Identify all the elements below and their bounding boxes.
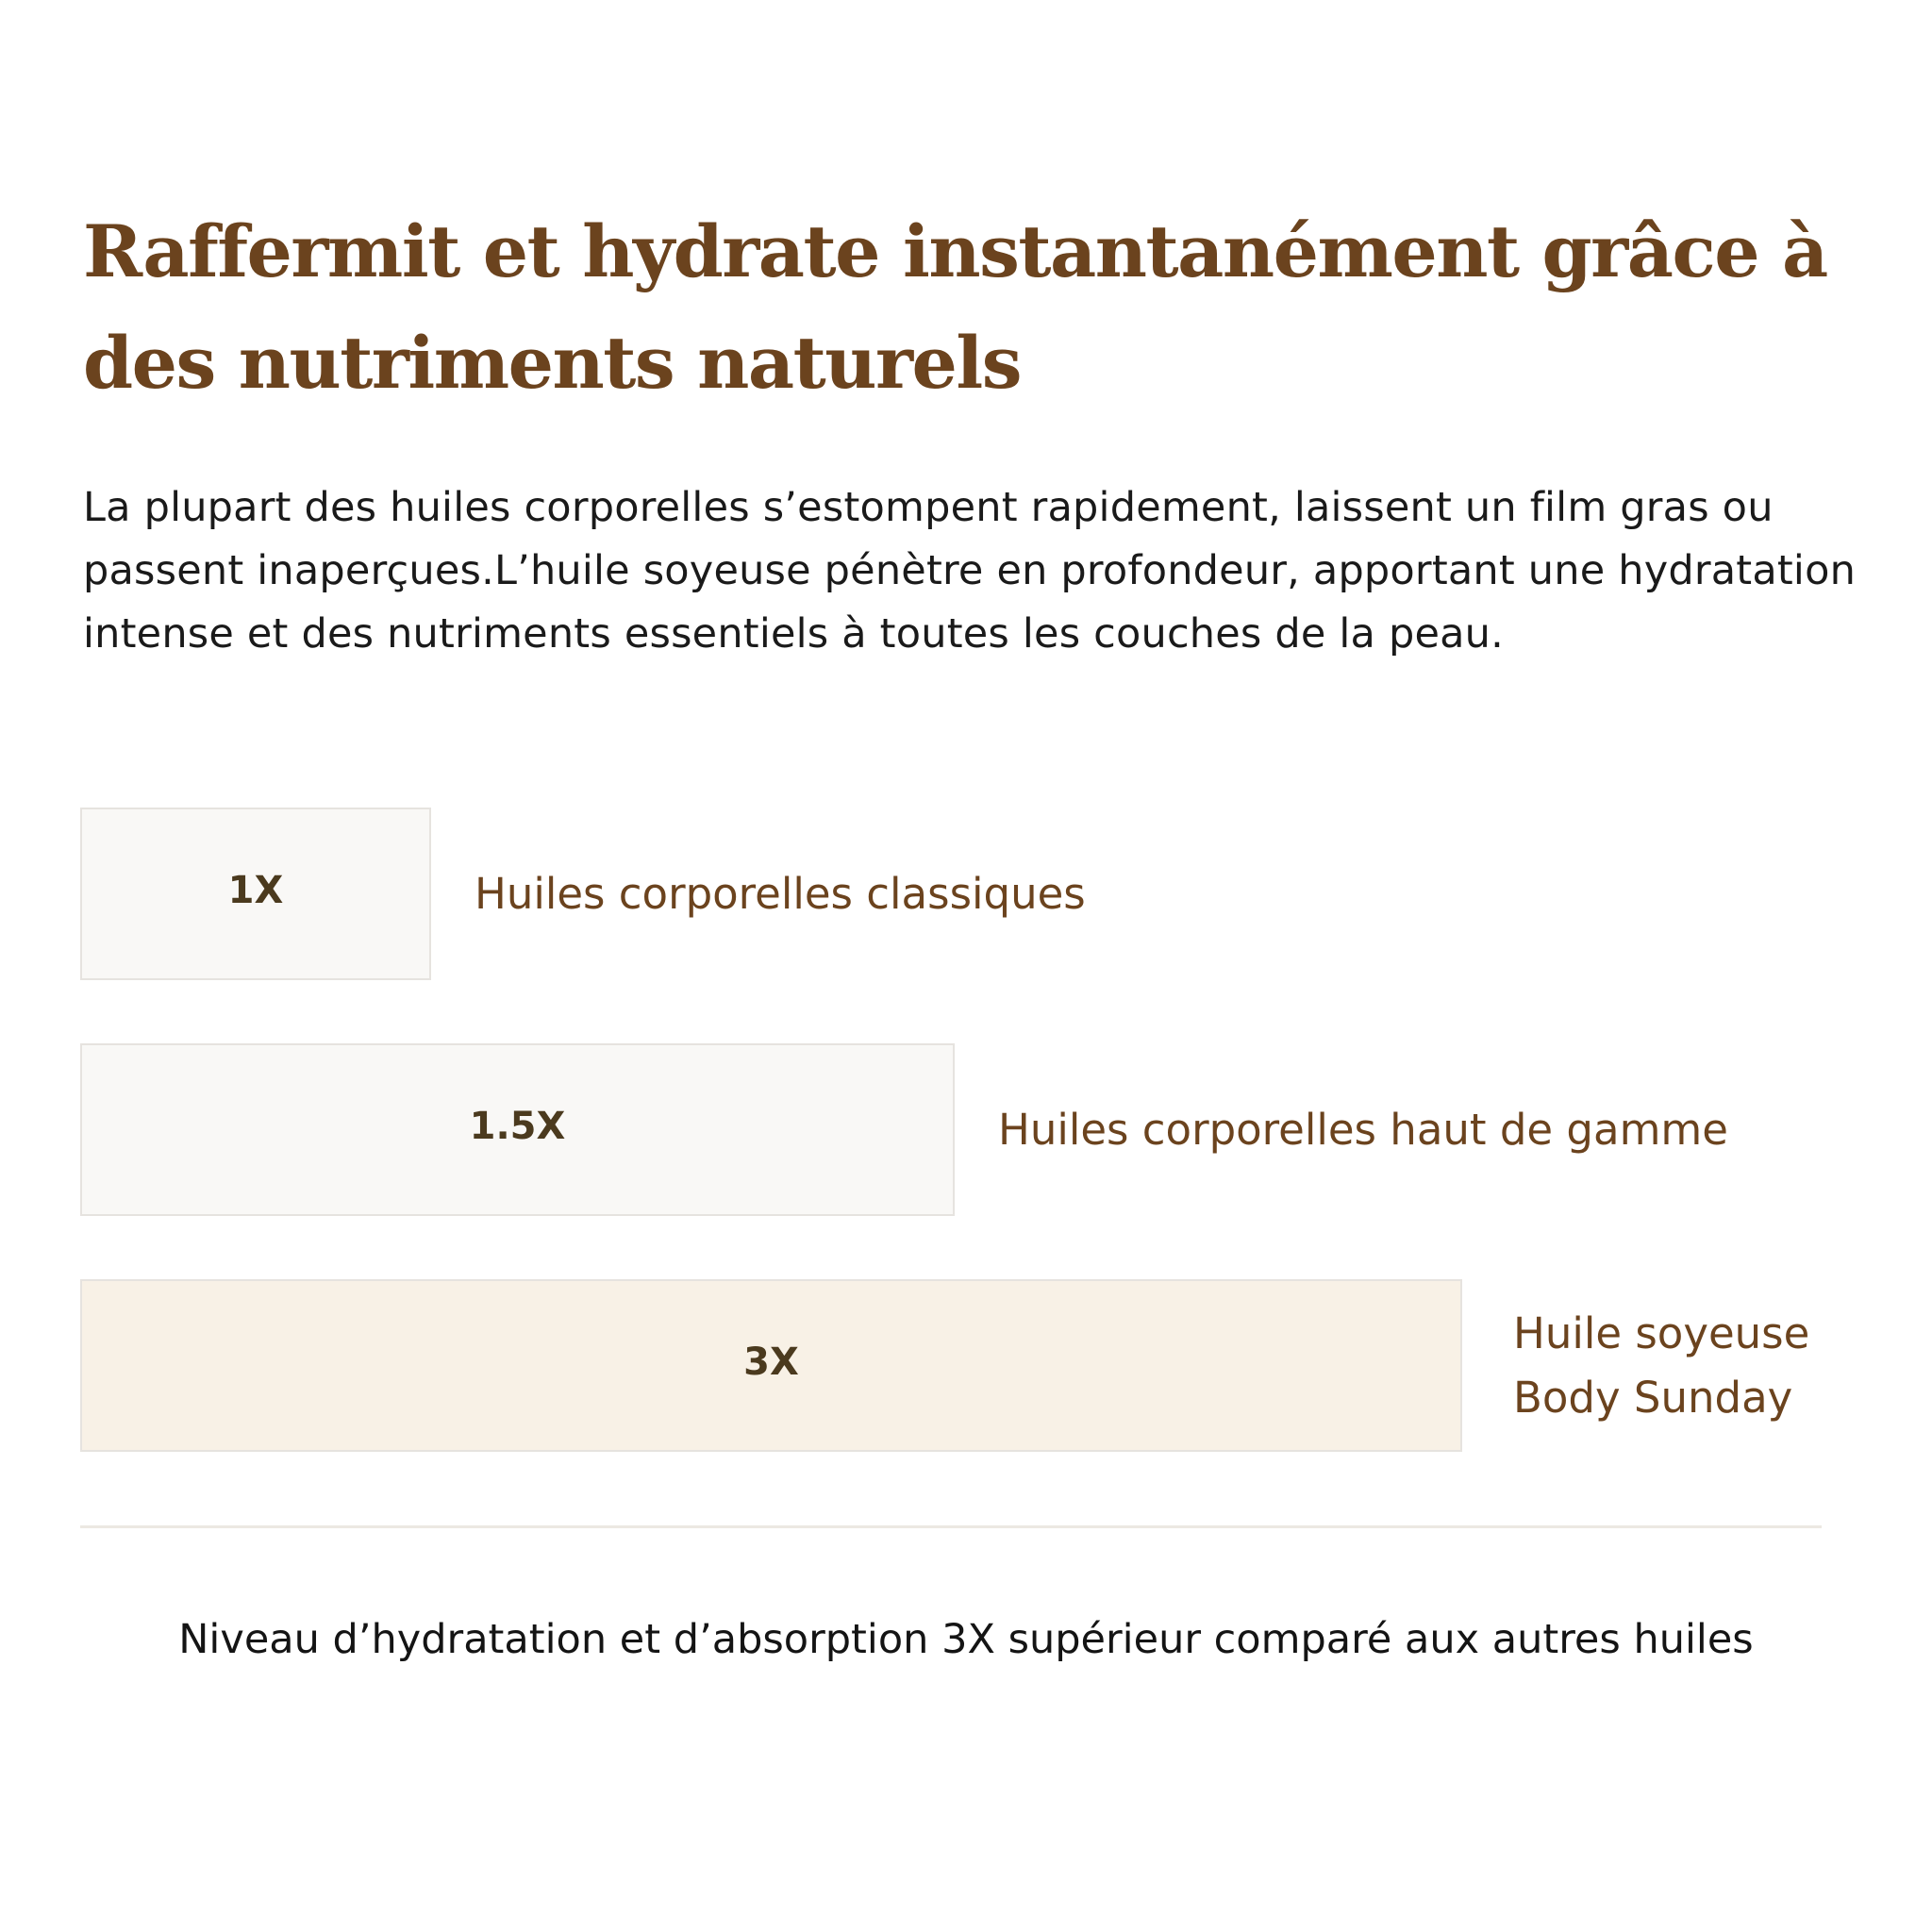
bar-category-label-3: Huile soyeuse Body Sunday	[1513, 1307, 1810, 1423]
headline: Raffermit et hydrate instantanément grâce à des nutriments naturels	[83, 209, 1827, 405]
footnote: Niveau d’hydratation et d’absorption 3X supérieur comparé aux autres huiles	[178, 1616, 1754, 1663]
bar-category-label-1: Huiles corporelles classiques	[475, 868, 1086, 919]
divider	[80, 1525, 1822, 1528]
intro-paragraph: La plupart des huiles corporelles s’estompent rapidement, laissent un film gras ou passent inaperçues.L’huile soyeuse pénètre en profondeur, apportant une hydratation intense et des nutriments essentiels à toutes les couches de la peau.	[83, 484, 1857, 658]
bar-value-label-3: 3X	[743, 1340, 799, 1384]
bar-value-label-2: 1.5X	[469, 1104, 566, 1148]
bar-category-label-2: Huiles corporelles haut de gamme	[998, 1104, 1728, 1155]
bar-value-label-1: 1X	[227, 868, 284, 912]
